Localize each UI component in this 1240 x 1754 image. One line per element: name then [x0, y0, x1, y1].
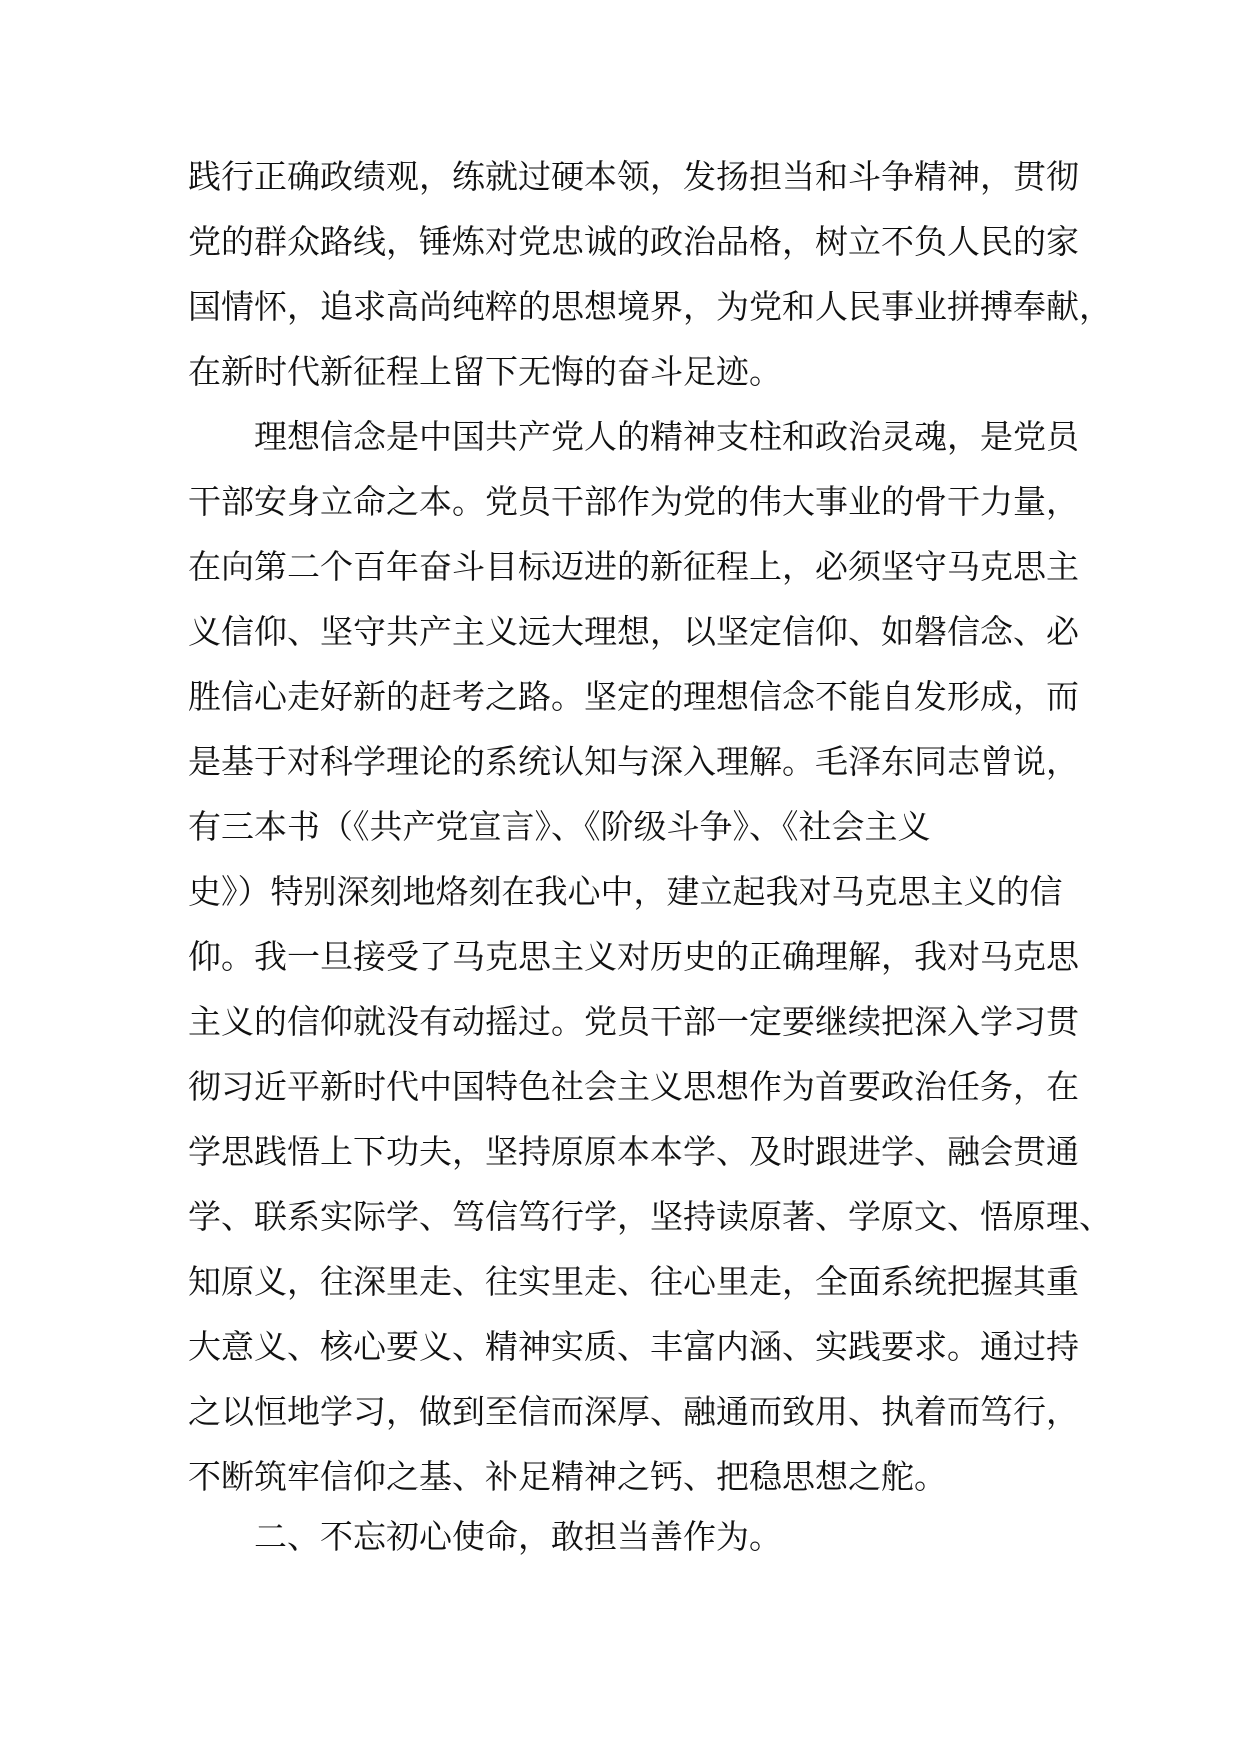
paragraph-line: 彻习近平新时代中国特色社会主义思想作为首要政治任务，在	[188, 1067, 1079, 1106]
paragraph-line: 国情怀，追求高尚纯粹的思想境界，为党和人民事业拼搏奉献，	[188, 287, 1112, 326]
paragraph-line: 理想信念是中国共产党人的精神支柱和政治灵魂，是党员	[254, 417, 1079, 456]
paragraph-line: 是基于对科学理论的系统认知与深入理解。毛泽东同志曾说，	[188, 742, 1079, 781]
paragraph-continuation	[188, 144, 1112, 404]
paragraph-line: 史》）特别深刻地烙刻在我心中，建立起我对马克思主义的信	[188, 872, 1063, 911]
paragraph-line: 胜信心走好新的赶考之路。坚定的理想信念不能自发形成，而	[188, 677, 1079, 716]
paragraph-line: 党的群众路线，锤炼对党忠诚的政治品格，树立不负人民的家	[188, 222, 1079, 261]
paragraph-line: 学、联系实际学、笃信笃行学，坚持读原著、学原文、悟原理、	[188, 1197, 1112, 1236]
paragraph-line: 义信仰、坚守共产主义远大理想，以坚定信仰、如磐信念、必	[188, 612, 1079, 651]
paragraph-line: 干部安身立命之本。党员干部作为党的伟大事业的骨干力量，	[188, 482, 1079, 521]
section-heading-text: 二、不忘初心使命，敢担当善作为。	[254, 1517, 782, 1556]
paragraph-line: 之以恒地学习，做到至信而深厚、融通而致用、执着而笃行，	[188, 1392, 1079, 1431]
paragraph-line: 不断筑牢信仰之基、补足精神之钙、把稳思想之舵。	[188, 1457, 947, 1496]
paragraph-line: 大意义、核心要义、精神实质、丰富内涵、实践要求。通过持	[188, 1327, 1079, 1366]
paragraph-ideals-beliefs	[188, 404, 1112, 1509]
paragraph-line: 主义的信仰就没有动摇过。党员干部一定要继续把深入学习贯	[188, 1002, 1079, 1041]
paragraph-line: 知原义，往深里走、往实里走、往心里走，全面系统把握其重	[188, 1262, 1079, 1301]
paragraph-line: 在向第二个百年奋斗目标迈进的新征程上，必须坚守马克思主	[188, 547, 1079, 586]
paragraph-line: 践行正确政绩观，练就过硬本领，发扬担当和斗争精神，贯彻	[188, 157, 1079, 196]
paragraph-line: 仰。我一旦接受了马克思主义对历史的正确理解，我对马克思	[188, 937, 1079, 976]
paragraph-line: 有三本书（《共产党宣言》、《阶级斗争》、《社会主义	[188, 807, 931, 846]
paragraph-line: 在新时代新征程上留下无悔的奋斗足迹。	[188, 352, 782, 391]
paragraph-line: 学思践悟上下功夫，坚持原原本本学、及时跟进学、融会贯通	[188, 1132, 1079, 1171]
section-heading	[188, 1504, 1088, 1569]
